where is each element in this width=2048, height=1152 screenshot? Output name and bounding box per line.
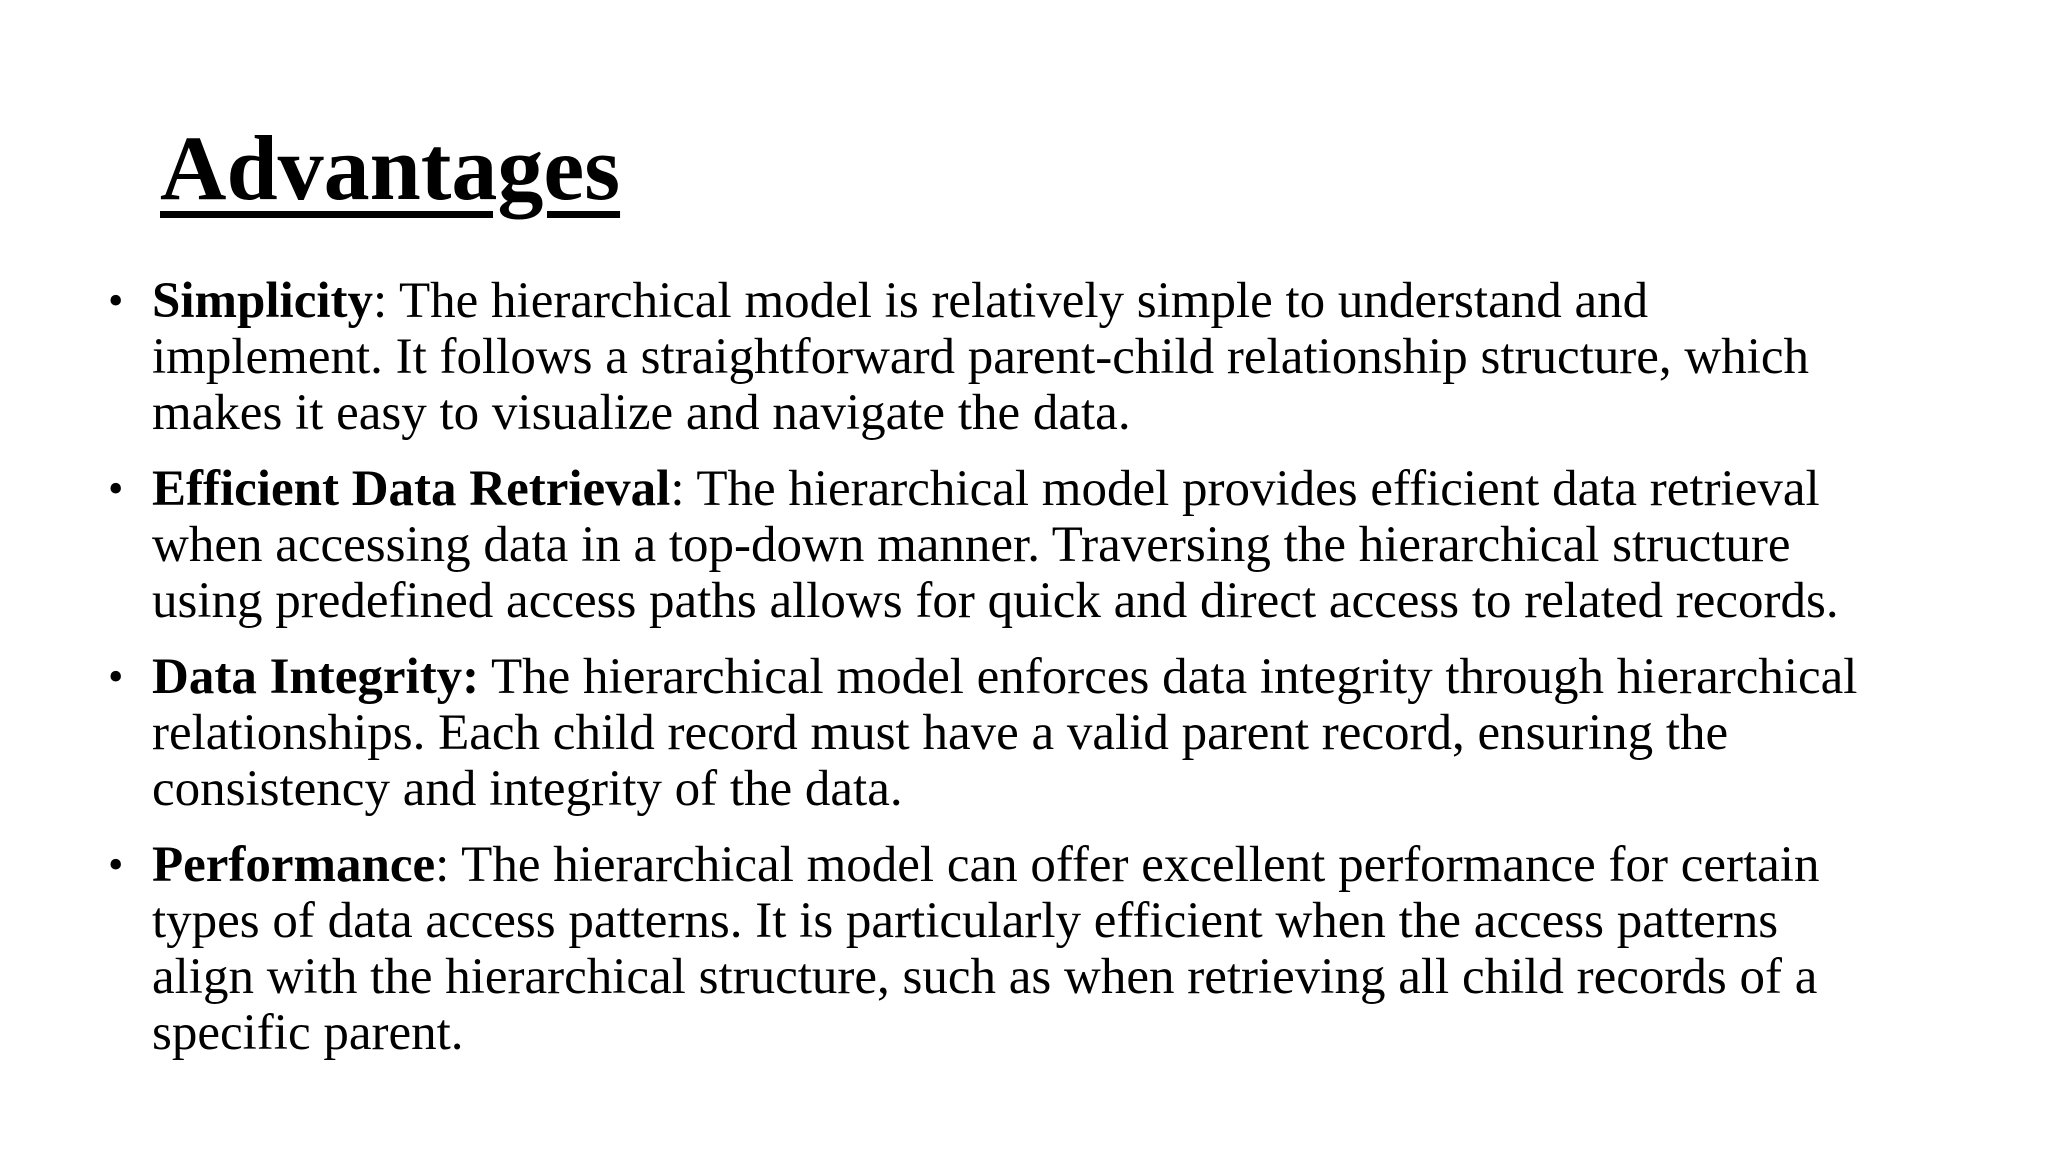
bullet-icon: • <box>108 276 124 325</box>
bullet-text: : The hierarchical model can offer excellent performance for certain types of data access patterns. It is particularly efficient when the access patterns align with the hierarchical structure, such as when retrieving all child records of a specific parent. <box>152 837 1820 1061</box>
bullet-icon: • <box>108 464 124 513</box>
list-item-data-integrity <box>108 649 1888 817</box>
list-item-efficient-data-retrieval <box>108 461 1888 629</box>
bullet-term: Simplicity <box>152 273 374 329</box>
bullet-icon: • <box>108 840 124 889</box>
bullet-text: : The hierarchical model is relatively simple to understand and implement. It follows a straightforward parent-child relationship structure, which makes it easy to visualize and navigate the data. <box>152 273 1810 441</box>
bullet-term: Data Integrity: <box>152 649 480 705</box>
slide-title: Advantages <box>160 117 621 219</box>
bullet-text: The hierarchical model enforces data integrity through hierarchical relationships. Each child record must have a valid parent record, ensuring the consistency and integrity of the data. <box>152 649 1858 817</box>
list-item-performance <box>108 837 1888 1061</box>
advantages-list <box>108 273 1888 1081</box>
list-item-simplicity <box>108 273 1888 441</box>
bullet-term: Efficient Data Retrieval <box>152 461 671 517</box>
bullet-text: : The hierarchical model provides efficient data retrieval when accessing data in a top-down manner. Traversing the hierarchical structure using predefined access paths allows for quick and direct access to related records. <box>152 461 1839 629</box>
bullet-term: Performance <box>152 837 436 893</box>
bullet-icon: • <box>108 652 124 701</box>
